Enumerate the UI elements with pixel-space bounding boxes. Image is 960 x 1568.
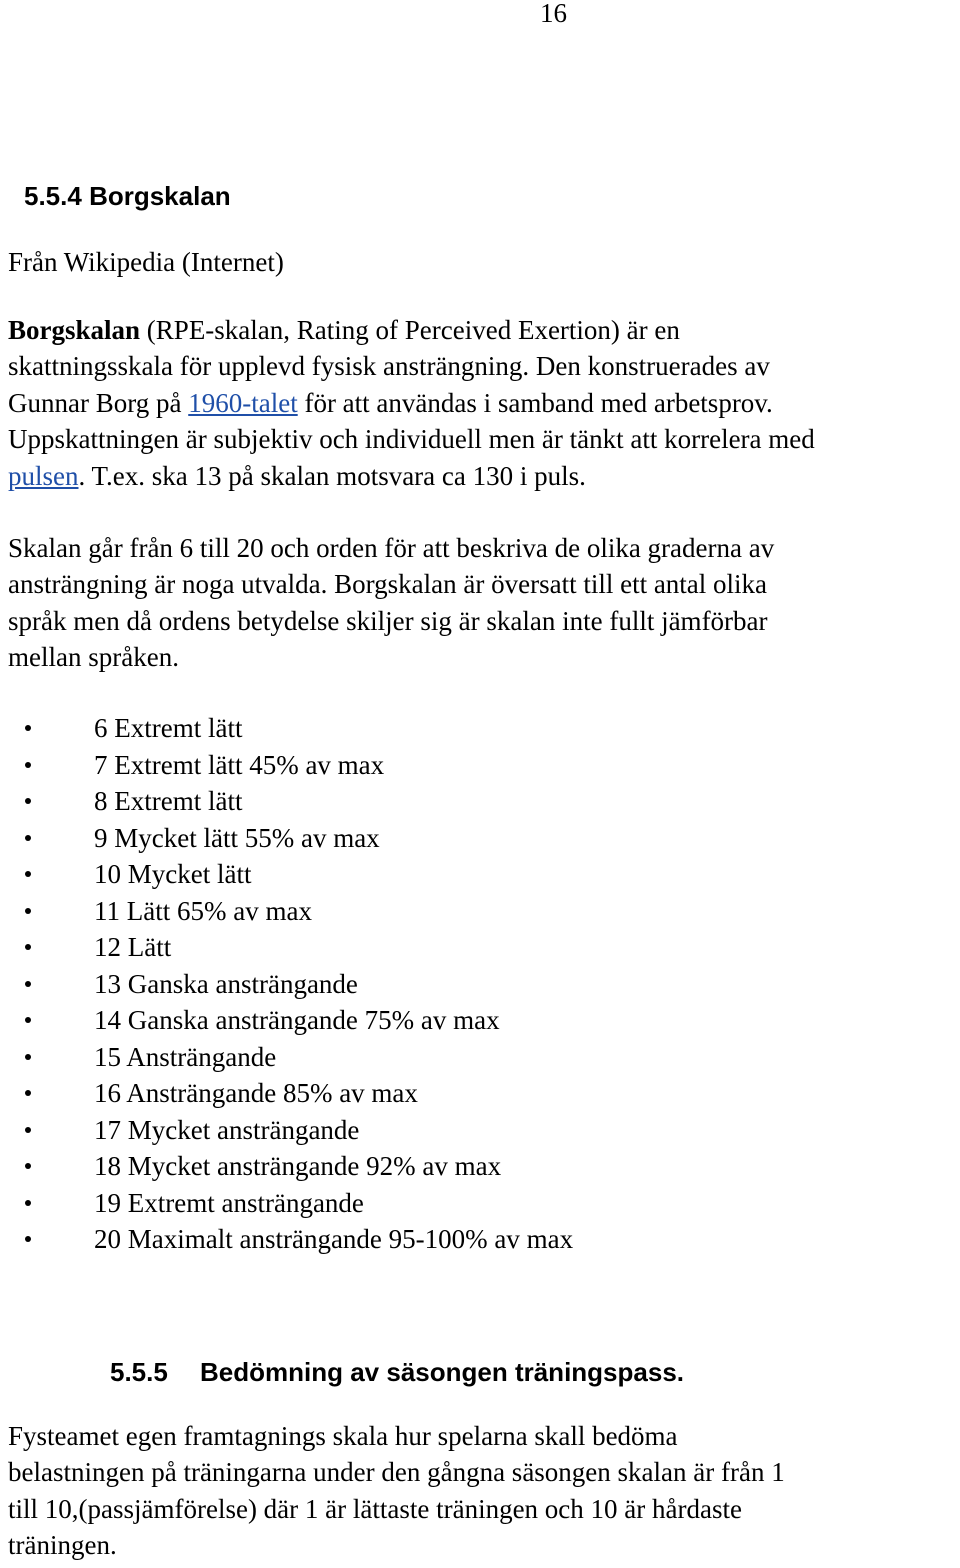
list-item (0, 966, 573, 1003)
list-item (0, 747, 573, 784)
intro-paragraph (8, 312, 953, 494)
fysteamet-paragraph-line: träningen. (8, 1530, 117, 1561)
list-item (0, 1075, 573, 1112)
bullet-icon (25, 1054, 31, 1060)
list-item-text: 18 Mycket ansträngande 92% av max (94, 1151, 502, 1181)
intro-line-1 (8, 312, 953, 348)
bullet-icon (25, 1163, 31, 1169)
bullet-icon (25, 1090, 31, 1096)
scale-paragraph-line: ansträngning är noga utvalda. Borgskalan är översatt till ett antal olika (8, 569, 768, 600)
list-item (0, 783, 573, 820)
list-item-text: 11 Lätt 65% av max (94, 895, 312, 926)
scale-paragraph-line: språk men då ordens betydelse skiljer sig är skalan inte fullt jämförbar (8, 605, 768, 636)
fysteamet-paragraph-line: belastningen på träningarna under den gångna säsongen skalan är från 1 (8, 1457, 785, 1488)
list-item (0, 820, 573, 857)
bullet-icon (25, 1017, 31, 1023)
scale-paragraph (8, 530, 953, 676)
section-number: 5.5.4 (24, 181, 82, 211)
list-item (0, 856, 573, 893)
list-item (0, 929, 573, 966)
list-item (0, 710, 573, 747)
section-title: Borgskalan (89, 181, 231, 211)
list-item-text: 20 Maximalt ansträngande 95-100% av max (94, 1224, 574, 1254)
bullet-icon (25, 798, 31, 804)
bullet-icon (25, 871, 31, 877)
fysteamet-paragraph (8, 1418, 953, 1564)
bullet-icon (25, 908, 31, 914)
list-item-text: 9 Mycket lätt 55% av max (94, 822, 380, 853)
intro-line-3 (8, 385, 953, 421)
bold-term: Borgskalan (8, 315, 141, 345)
list-item (0, 1221, 573, 1258)
page-number: 16 (540, 0, 567, 28)
intro-line-3-after: för att användas i samband med arbetsprov. (297, 387, 773, 418)
list-item-text: 19 Extremt ansträngande (94, 1187, 364, 1218)
scale-paragraph-line: mellan språken. (8, 642, 179, 673)
bullet-icon (25, 835, 31, 841)
source-line: Från Wikipedia (Internet) (8, 247, 284, 277)
list-item-text: 10 Mycket lätt (94, 859, 252, 889)
intro-line-5 (8, 458, 953, 494)
intro-line-4: Uppskattningen är subjektiv och individuell men är tänkt att korrelera med (8, 424, 815, 455)
list-item-text: 7 Extremt lätt 45% av max (94, 749, 385, 780)
borg-scale-list (0, 710, 573, 1258)
list-item-text: 12 Lätt (94, 932, 172, 962)
section-heading-borgskalan (24, 180, 231, 212)
section-heading-bedomning (110, 1356, 684, 1388)
list-item (0, 1002, 573, 1039)
bullet-icon (25, 725, 31, 731)
link-1960-talet[interactable]: 1960-talet (188, 387, 298, 418)
list-item-text: 6 Extremt lätt (94, 713, 243, 743)
section-number: 5.5.5 (110, 1357, 168, 1387)
bullet-icon (25, 981, 31, 987)
link-pulsen[interactable]: pulsen (8, 460, 79, 491)
intro-line-3-before: Gunnar Borg på (8, 387, 189, 418)
bullet-icon (25, 1236, 31, 1242)
intro-line-2: skattningsskala för upplevd fysisk ansträngning. Den konstruerades av (8, 351, 770, 382)
bullet-icon (25, 1127, 31, 1133)
list-item-text: 17 Mycket ansträngande (94, 1114, 360, 1145)
bullet-icon (25, 1200, 31, 1206)
list-item-text: 15 Ansträngande (94, 1041, 277, 1072)
scale-paragraph-line: Skalan går från 6 till 20 och orden för att beskriva de olika graderna av (8, 533, 775, 563)
list-item (0, 893, 573, 930)
section-title: Bedömning av säsongen träningspass. (200, 1357, 684, 1387)
list-item (0, 1185, 573, 1222)
bullet-icon (25, 762, 31, 768)
bullet-icon (25, 944, 31, 950)
intro-line-5-after: . T.ex. ska 13 på skalan motsvara ca 130 i puls. (78, 460, 586, 491)
fysteamet-paragraph-line: till 10,(passjämförelse) där 1 är lättaste träningen och 10 är hårdaste (8, 1493, 742, 1524)
list-item (0, 1039, 573, 1076)
list-item (0, 1148, 573, 1185)
list-item-text: 16 Ansträngande 85% av max (94, 1078, 418, 1108)
fysteamet-paragraph-line: Fysteamet egen framtagnings skala hur spelarna skall bedöma (8, 1421, 678, 1451)
list-item-text: 14 Ganska ansträngande 75% av max (94, 1005, 500, 1035)
intro-line-1-text: (RPE-skalan, Rating of Perceived Exertion) är en (140, 315, 680, 345)
list-item-text: 8 Extremt lätt (94, 786, 243, 816)
list-item-text: 13 Ganska ansträngande (94, 968, 358, 999)
list-item (0, 1112, 573, 1149)
